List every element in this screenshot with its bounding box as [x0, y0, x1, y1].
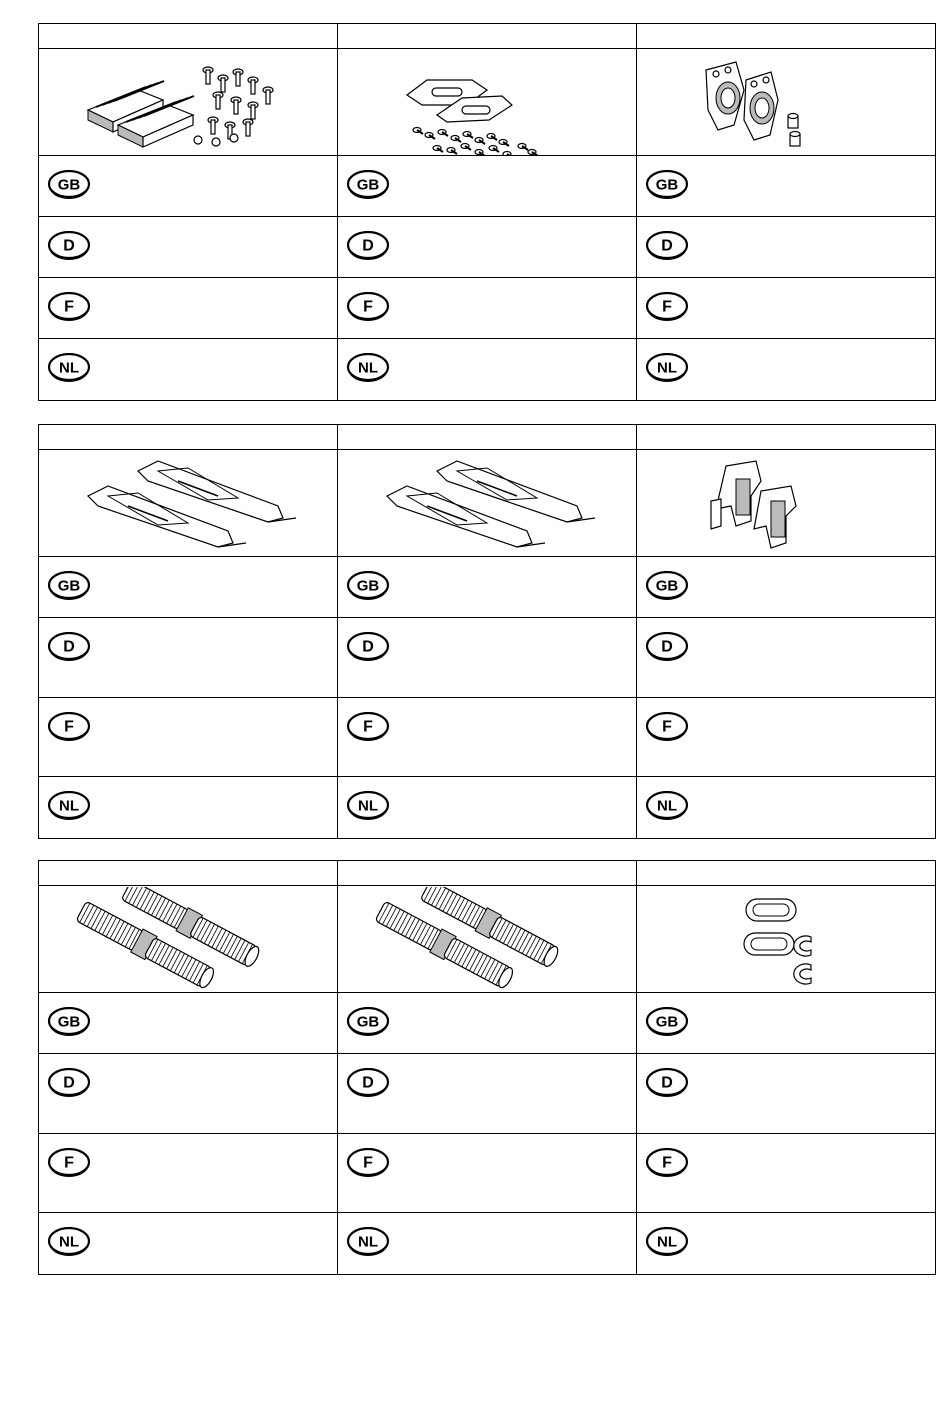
svg-text:F: F — [662, 298, 672, 316]
svg-text:GB: GB — [57, 577, 81, 595]
svg-text:GB: GB — [356, 1013, 380, 1031]
svg-text:D: D — [661, 237, 673, 255]
language-cell — [338, 618, 637, 697]
svg-text:F: F — [363, 1154, 373, 1172]
language-badge-gb — [645, 1007, 689, 1037]
language-badge-gb — [47, 170, 91, 200]
header-cell — [39, 24, 338, 49]
svg-text:F: F — [64, 1154, 74, 1172]
language-cell — [39, 1054, 338, 1133]
svg-text:D: D — [362, 237, 374, 255]
svg-text:GB: GB — [57, 1013, 81, 1031]
svg-text:F: F — [363, 298, 373, 316]
language-cell — [39, 777, 338, 838]
turnbuckles-icon — [39, 886, 338, 993]
language-badge-gb — [47, 571, 91, 601]
language-badge-gb — [346, 170, 390, 200]
language-badge-nl — [645, 791, 689, 821]
language-badge-d — [645, 231, 689, 261]
language-cell — [637, 339, 935, 400]
svg-text:GB: GB — [655, 1013, 679, 1031]
language-badge-gb — [47, 1007, 91, 1037]
language-badge-gb — [346, 1007, 390, 1037]
language-badge-nl — [346, 353, 390, 383]
language-badge-gb — [645, 571, 689, 601]
language-cell — [338, 217, 637, 277]
language-row-nl — [39, 1213, 935, 1274]
language-badge-d — [346, 231, 390, 261]
language-badge-nl — [346, 791, 390, 821]
clip-set-icon — [637, 886, 935, 993]
svg-text:D: D — [63, 638, 75, 656]
header-cell — [338, 425, 637, 450]
language-badge-gb — [346, 571, 390, 601]
header-cell — [39, 425, 338, 450]
language-row-d — [39, 618, 935, 698]
language-cell — [637, 993, 935, 1053]
language-row-f — [39, 1134, 935, 1213]
header-cell — [39, 861, 338, 886]
language-cell — [338, 278, 637, 338]
language-badge-nl — [47, 353, 91, 383]
svg-text:D: D — [661, 1074, 673, 1092]
svg-text:GB: GB — [57, 176, 81, 194]
mount-plates-icon — [338, 49, 637, 156]
svg-text:D: D — [63, 1074, 75, 1092]
svg-text:NL: NL — [657, 797, 677, 815]
language-badge-f — [645, 712, 689, 742]
language-cell — [338, 1213, 637, 1274]
language-badge-f — [645, 292, 689, 322]
svg-text:F: F — [64, 718, 74, 736]
language-cell — [39, 1213, 338, 1274]
turnbuckles-icon — [338, 886, 637, 993]
svg-text:F: F — [363, 718, 373, 736]
language-badge-nl — [645, 353, 689, 383]
language-cell — [338, 156, 637, 216]
language-row-d — [39, 217, 935, 278]
c-hub-icon — [637, 450, 935, 557]
svg-text:F: F — [64, 298, 74, 316]
language-badge-d — [346, 632, 390, 662]
language-cell — [39, 1134, 338, 1212]
language-cell — [39, 156, 338, 216]
language-badge-nl — [346, 1227, 390, 1257]
language-row-d — [39, 1054, 935, 1134]
language-badge-f — [47, 712, 91, 742]
header-row — [39, 425, 935, 450]
svg-text:D: D — [661, 638, 673, 656]
language-cell — [637, 278, 935, 338]
language-cell — [39, 618, 338, 697]
language-cell — [637, 557, 935, 617]
header-cell — [338, 861, 637, 886]
svg-text:NL: NL — [59, 359, 79, 377]
svg-text:D: D — [63, 237, 75, 255]
language-cell — [39, 698, 338, 776]
svg-text:GB: GB — [655, 577, 679, 595]
header-row — [39, 24, 935, 49]
language-row-gb — [39, 156, 935, 217]
language-badge-f — [645, 1148, 689, 1178]
language-cell — [39, 339, 338, 400]
language-badge-d — [645, 1068, 689, 1098]
svg-text:NL: NL — [59, 797, 79, 815]
language-cell — [637, 698, 935, 776]
svg-text:F: F — [662, 718, 672, 736]
language-cell — [338, 1054, 637, 1133]
header-cell — [637, 861, 935, 886]
parts-table — [38, 860, 936, 1275]
svg-text:NL: NL — [657, 1233, 677, 1251]
svg-text:NL: NL — [59, 1233, 79, 1251]
language-cell — [39, 993, 338, 1053]
suspension-arms-icon — [39, 450, 338, 557]
language-cell — [39, 557, 338, 617]
svg-text:NL: NL — [358, 797, 378, 815]
language-cell — [637, 217, 935, 277]
header-cell — [637, 24, 935, 49]
language-cell — [637, 1213, 935, 1274]
language-row-nl — [39, 777, 935, 838]
header-cell — [637, 425, 935, 450]
language-row-gb — [39, 557, 935, 618]
svg-text:GB: GB — [356, 176, 380, 194]
language-badge-f — [47, 292, 91, 322]
language-cell — [39, 278, 338, 338]
parts-table — [38, 424, 936, 839]
language-badge-d — [346, 1068, 390, 1098]
svg-text:GB: GB — [655, 176, 679, 194]
language-cell — [637, 777, 935, 838]
language-cell — [637, 1134, 935, 1212]
language-badge-d — [645, 632, 689, 662]
language-cell — [637, 156, 935, 216]
svg-text:F: F — [662, 1154, 672, 1172]
svg-text:D: D — [362, 1074, 374, 1092]
language-cell — [338, 557, 637, 617]
header-cell — [338, 24, 637, 49]
language-row-f — [39, 698, 935, 777]
language-badge-d — [47, 231, 91, 261]
language-cell — [637, 1054, 935, 1133]
svg-text:GB: GB — [356, 577, 380, 595]
language-badge-f — [346, 292, 390, 322]
language-cell — [338, 1134, 637, 1212]
hub-carriers-icon — [637, 49, 935, 156]
language-cell — [338, 339, 637, 400]
heatsink-set-icon — [39, 49, 338, 156]
language-cell — [338, 993, 637, 1053]
language-badge-d — [47, 1068, 91, 1098]
language-badge-f — [346, 1148, 390, 1178]
language-badge-nl — [645, 1227, 689, 1257]
language-badge-gb — [645, 170, 689, 200]
svg-text:NL: NL — [657, 359, 677, 377]
picture-row — [39, 49, 935, 156]
language-row-f — [39, 278, 935, 339]
suspension-arms-icon — [338, 450, 637, 557]
language-row-gb — [39, 993, 935, 1054]
header-row — [39, 861, 935, 886]
language-badge-f — [346, 712, 390, 742]
language-cell — [338, 698, 637, 776]
language-cell — [338, 777, 637, 838]
svg-text:NL: NL — [358, 359, 378, 377]
parts-table — [38, 23, 936, 401]
language-badge-f — [47, 1148, 91, 1178]
picture-row — [39, 886, 935, 993]
svg-text:NL: NL — [358, 1233, 378, 1251]
language-badge-nl — [47, 1227, 91, 1257]
picture-row — [39, 450, 935, 557]
language-cell — [637, 618, 935, 697]
language-cell — [39, 217, 338, 277]
language-row-nl — [39, 339, 935, 400]
language-badge-d — [47, 632, 91, 662]
language-badge-nl — [47, 791, 91, 821]
svg-text:D: D — [362, 638, 374, 656]
